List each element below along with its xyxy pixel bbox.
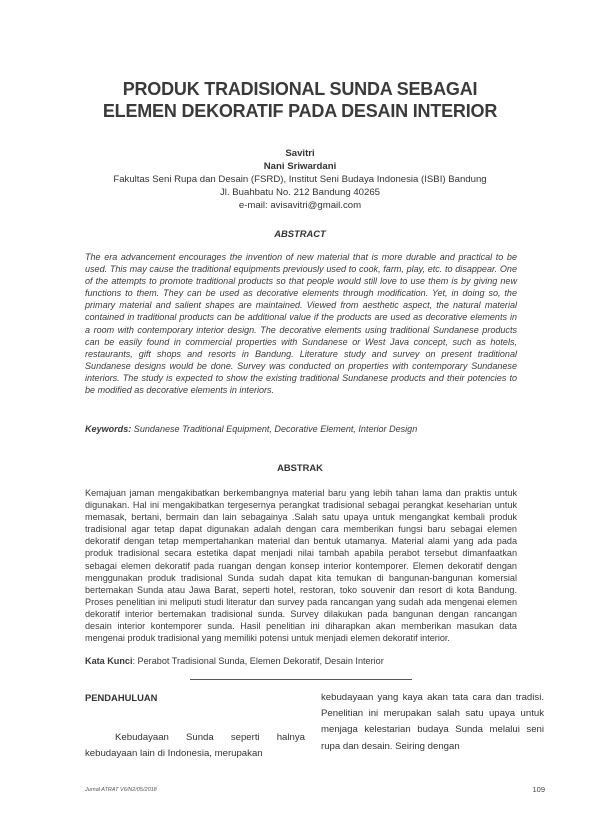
body-left-column <box>85 690 305 762</box>
email: e-mail: avisavitri@gmail.com <box>238 200 362 211</box>
author-block <box>0 147 600 212</box>
page-number: 109 <box>532 785 545 794</box>
keywords-values: Sundanese Traditional Equipment, Decorative Element, Interior Design <box>133 424 418 434</box>
intro-heading: PENDAHULUAN <box>85 692 158 703</box>
keywords-label: Keywords: <box>85 424 132 434</box>
journal-footer: Jurnal ATRAT V6/N2/05/2018 <box>85 787 157 793</box>
kata-kunci-label: Kata Kunci <box>85 656 133 666</box>
abstrak-text: Kemajuan jaman mengakibatkan berkembangnya material baru yang lebih tahan lama dan praktis untuk digunakan. Hal ini mengakibatkan tergesernya perangkat tradisional sebagai perangkat keseharian untuk memasak, bertani, bermain dan lain sebagainya .Salah satu upaya untuk mengangkat kembali produk tradisional agar tetap dapat digunakan adalah dengan cara memberikan fungsi baru sebagai elemen dekoratif dengan tetap mempertahankan material dan bentuk utamanya. Material alami yang ada pada produk tradisional secara estetika dapat menjadi nilai tambah apabila perabot tersebut dimanfaatkan sebagai elemen dekoratif pada ruangan dengan konsep interior kontemporer. Elemen dekoratif dengan menggunakan produk tradisional Sunda sudah dapat kita temukan di bangunan-bangunan komersial bertemakan Sunda atau Jawa Barat, seperti hotel, restoran, toko souvenir dan resort di kota Bandung. Proses penelitian ini meliputi studi literatur dan survey pada rancangan yang sudah ada mengenai elemen dekoratif interior bertemakan tradisional sunda. Survey dilakukan pada bangunan dengan rancangan desain interior kontemporer sunda. Hasil penelitian ini diharapkan akan memberikan masukan data mengenai produk tradisional yang memiliki potensi untuk menjadi elemen dekoratif interior. <box>85 488 517 644</box>
intro-paragraph-right: kebudayaan yang kaya akan tata cara dan tradisi. Penelitian ini merupakan salah satu upaya untuk menjaga kelestarian budaya Sunda melalui seni rupa dan desain. Seiring dengan <box>321 692 544 752</box>
intro-paragraph-left: Kebudayaan Sunda seperti halnya kebudayaan lain di Indonesia, merupakan <box>85 732 305 759</box>
title-line-2: ELEMEN DEKORATIF PADA DESAIN INTERIOR <box>102 101 498 121</box>
author-2: Nani Sriwardani <box>263 161 337 172</box>
kata-kunci-line <box>85 656 517 666</box>
abstrak-heading: ABSTRAK <box>277 462 323 473</box>
body-right-column <box>321 690 544 755</box>
abstract-heading: ABSTRACT <box>274 228 326 239</box>
paper-title <box>0 78 600 122</box>
address: Jl. Buahbatu No. 212 Bandung 40265 <box>219 187 381 198</box>
abstract-text: The era advancement encourages the invention of new material that is more durable and practical to be used. This may cause the traditional equipments previously used to cook, farm, play, etc. to disappear. One of the attempts to promote traditional products so that people would still love to use them is by giving new functions to them. They can be used as decorative elements through modification. Yet, in doing so, the primary material and salient shapes are maintained. Viewed from aesthetic aspect, the natural material contained in traditional products can be additional value if the products are used as decorative elements in a room with contemporary interior design. The decorative elements using traditional Sundanese products can be easily found in commercial properties with Sundanese or West Java concept, such as hotels, restaurants, gift shops and resorts in Bandung. Literature study and survey on present traditional Sundanese designs would be done. Survey was conducted on properties with contemporary Sundanese interiors. The study is expected to show the existing traditional Sundanese products and their potencies to be modified as decorative elements in interiors. <box>85 252 517 396</box>
keywords-line <box>85 424 517 434</box>
title-line-1: PRODUK TRADISIONAL SUNDA SEBAGAI <box>122 79 478 99</box>
section-divider <box>190 679 412 680</box>
kata-kunci-values: : Perabot Tradisional Sunda, Elemen Dekoratif, Desain Interior <box>132 656 384 666</box>
author-1: Savitri <box>285 148 315 159</box>
affiliation: Fakultas Seni Rupa dan Desain (FSRD), Institut Seni Budaya Indonesia (ISBI) Bandung <box>113 174 487 185</box>
